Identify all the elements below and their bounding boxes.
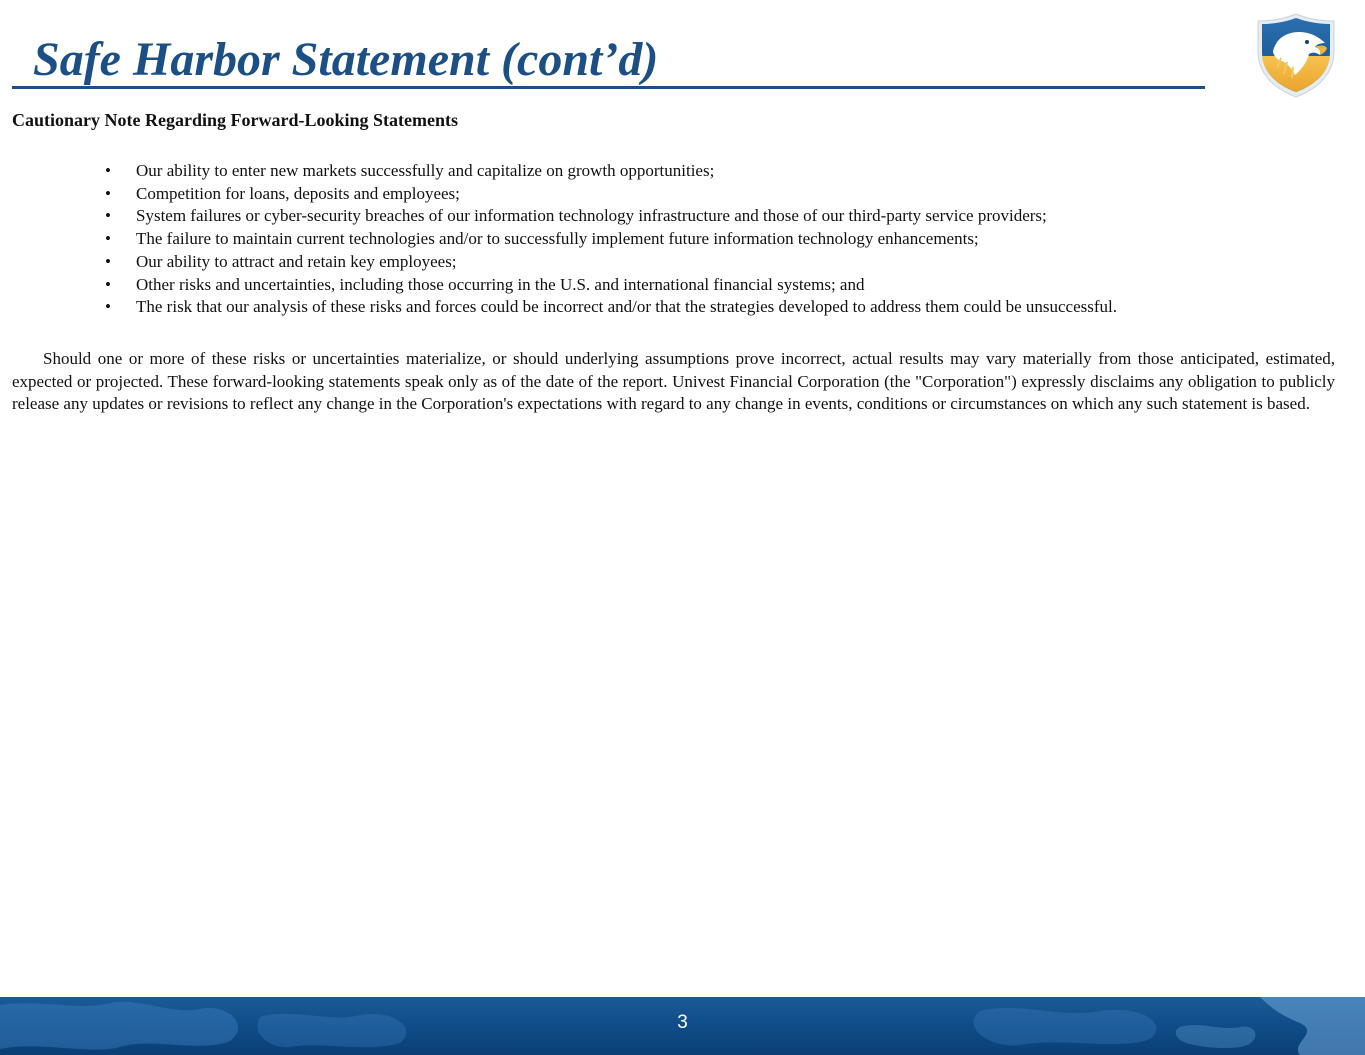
list-item bbox=[105, 205, 1117, 228]
list-item bbox=[105, 160, 1117, 183]
bullet-glyph: • bbox=[105, 229, 111, 249]
list-item bbox=[105, 274, 1117, 297]
page-number: 3 bbox=[677, 1012, 688, 1033]
list-item bbox=[105, 228, 1117, 251]
list-item bbox=[105, 251, 1117, 274]
list-item bbox=[105, 296, 1117, 319]
page-title: Safe Harbor Statement (cont’d) bbox=[33, 33, 659, 86]
bullet-text: Competition for loans, deposits and employees; bbox=[136, 183, 460, 203]
bullet-text: Our ability to attract and retain key employees; bbox=[136, 251, 457, 271]
bullet-text: The failure to maintain current technologies and/or to successfully implement future information technology enhancements; bbox=[136, 229, 979, 249]
bullet-glyph: • bbox=[105, 297, 111, 317]
bullet-glyph: • bbox=[105, 161, 111, 180]
bullet-text: Our ability to enter new markets successfully and capitalize on growth opportunities; bbox=[136, 161, 715, 180]
disclaimer-paragraph: Should one or more of these risks or uncertainties materialize, or should underlying assumptions prove incorrect, actual results may vary materially from those anticipated, estimated, expected or projected. These forward-looking statements speak only as of the date of the report. Univest Financial Corporation (the "Corporation") expressly disclaims any obligation to publicly release any updates or revisions to reflect any change in the Corporation's expectations with regard to any change in events, conditions or circumstances on which any such statement is based. bbox=[12, 349, 1335, 413]
bullet-glyph: • bbox=[105, 251, 111, 271]
section-subheading: Cautionary Note Regarding Forward-Looking Statements bbox=[12, 110, 458, 130]
bullet-text: System failures or cyber-security breaches of our information technology infrastructure and those of our third-party service providers; bbox=[136, 206, 1047, 226]
bullet-text: Other risks and uncertainties, including those occurring in the U.S. and international financial systems; and bbox=[136, 274, 865, 294]
title-underline bbox=[12, 86, 1205, 89]
eagle-shield-logo-icon bbox=[1255, 12, 1337, 98]
bullet-glyph: • bbox=[105, 206, 111, 226]
list-item bbox=[105, 183, 1117, 206]
bullet-glyph: • bbox=[105, 274, 111, 294]
bullet-glyph: • bbox=[105, 183, 111, 203]
risk-bullet-list bbox=[105, 160, 1117, 319]
bullet-text: The risk that our analysis of these risks and forces could be incorrect and/or that the strategies developed to address them could be unsuccessful. bbox=[136, 297, 1117, 317]
